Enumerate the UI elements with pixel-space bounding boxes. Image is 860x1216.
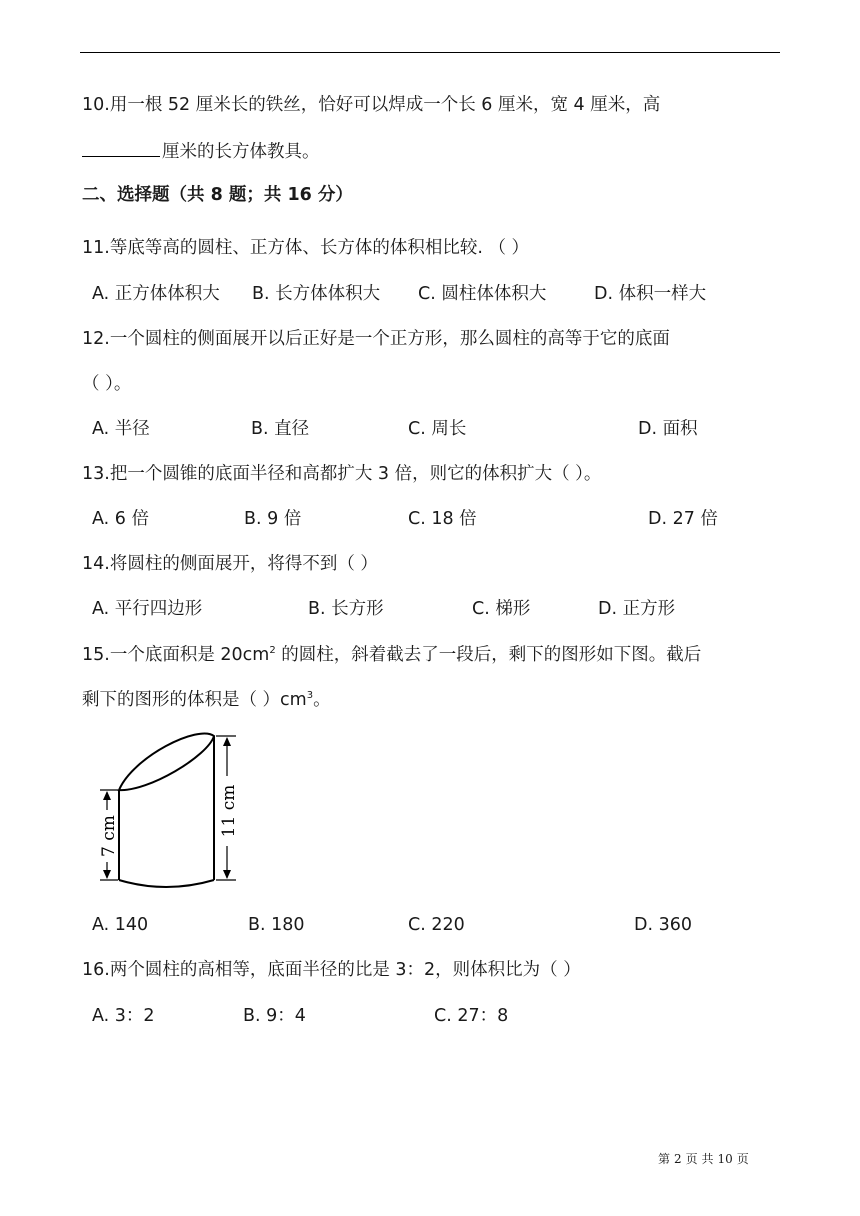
- arrow-head: [103, 791, 111, 800]
- q15-option-a[interactable]: A. 140: [92, 915, 149, 935]
- footer-mid: 页 共: [685, 1152, 714, 1166]
- truncated-cylinder-figure: [88, 722, 248, 892]
- short-height-label: 7 cm: [99, 815, 119, 857]
- question-15-stem-line2: [82, 688, 331, 712]
- question-15-stem-line1: [82, 643, 701, 667]
- question-10-line1: 10.用一根 52 厘米长的铁丝，恰好可以焊成一个长 6 厘米，宽 4 厘米，高: [82, 95, 661, 115]
- cylinder-bottom-arc: [119, 880, 214, 887]
- arrow-head: [103, 870, 111, 879]
- q12-option-a[interactable]: A. 半径: [92, 419, 150, 439]
- header-rule: [80, 52, 780, 53]
- q15-option-d[interactable]: D. 360: [634, 915, 693, 935]
- cylinder-slanted-top: [119, 733, 214, 790]
- q15-text-d: 。: [313, 690, 331, 710]
- answer-blank[interactable]: [82, 138, 160, 157]
- footer-suffix: 页: [736, 1152, 749, 1166]
- q14-option-b[interactable]: B. 长方形: [308, 599, 384, 619]
- question-11-stem: 11.等底等高的圆柱、正方体、长方体的体积相比较. （ ）: [82, 238, 530, 258]
- q16-option-b[interactable]: B. 9：4: [243, 1006, 306, 1026]
- q11-option-a[interactable]: A. 正方体体积大: [92, 284, 220, 304]
- q12-option-d[interactable]: D. 面积: [638, 419, 698, 439]
- arrow-head: [223, 870, 231, 879]
- q13-option-b[interactable]: B. 9 倍: [244, 509, 302, 529]
- q15-text-b: 的圆柱，斜着截去了一段后，剩下的图形如下图。截后: [275, 645, 702, 665]
- q16-option-a[interactable]: A. 3：2: [92, 1006, 155, 1026]
- q12-option-b[interactable]: B. 直径: [251, 419, 310, 439]
- q12-option-c[interactable]: C. 周长: [408, 419, 467, 439]
- footer-prefix: 第: [658, 1152, 671, 1166]
- q14-option-d[interactable]: D. 正方形: [598, 599, 676, 619]
- q11-option-c[interactable]: C. 圆柱体体积大: [418, 284, 547, 304]
- q15-option-c[interactable]: C. 220: [408, 915, 465, 935]
- q15-superscript-3: 3: [306, 690, 314, 701]
- q13-option-a[interactable]: A. 6 倍: [92, 509, 149, 529]
- q13-option-d[interactable]: D. 27 倍: [648, 509, 718, 529]
- footer-total-pages: 10: [717, 1152, 733, 1166]
- arrow-head: [223, 737, 231, 746]
- question-13-stem: 13.把一个圆锥的底面半径和高都扩大 3 倍，则它的体积扩大（ ）。: [82, 464, 602, 484]
- question-10-text: 厘米的长方体教具。: [162, 142, 320, 162]
- page-footer: [656, 1150, 751, 1167]
- question-12-stem-line2: （ ）。: [82, 374, 132, 394]
- section-heading: 二、选择题（共 8 题；共 16 分）: [82, 185, 353, 205]
- q15-superscript-2: 2: [269, 645, 276, 656]
- q16-option-c[interactable]: C. 27：8: [434, 1006, 509, 1026]
- question-10-line2: [82, 138, 320, 164]
- footer-page-number: 2: [674, 1152, 682, 1166]
- question-14-stem: 14.将圆柱的侧面展开，将得不到（ ）: [82, 554, 378, 574]
- tall-height-label: 11 cm: [219, 784, 239, 838]
- q14-option-c[interactable]: C. 梯形: [472, 599, 531, 619]
- q11-option-d[interactable]: D. 体积一样大: [594, 284, 707, 304]
- q15-text-a: 15.一个底面积是 20cm: [82, 645, 270, 665]
- question-12-stem-line1: 12.一个圆柱的侧面展开以后正好是一个正方形，那么圆柱的高等于它的底面: [82, 329, 670, 349]
- q13-option-c[interactable]: C. 18 倍: [408, 509, 477, 529]
- q14-option-a[interactable]: A. 平行四边形: [92, 599, 203, 619]
- q15-text-c: 剩下的图形的体积是（ ）cm: [82, 690, 307, 710]
- q15-option-b[interactable]: B. 180: [248, 915, 305, 935]
- question-16-stem: 16.两个圆柱的高相等，底面半径的比是 3：2，则体积比为（ ）: [82, 960, 581, 980]
- q11-option-b[interactable]: B. 长方体体积大: [252, 284, 381, 304]
